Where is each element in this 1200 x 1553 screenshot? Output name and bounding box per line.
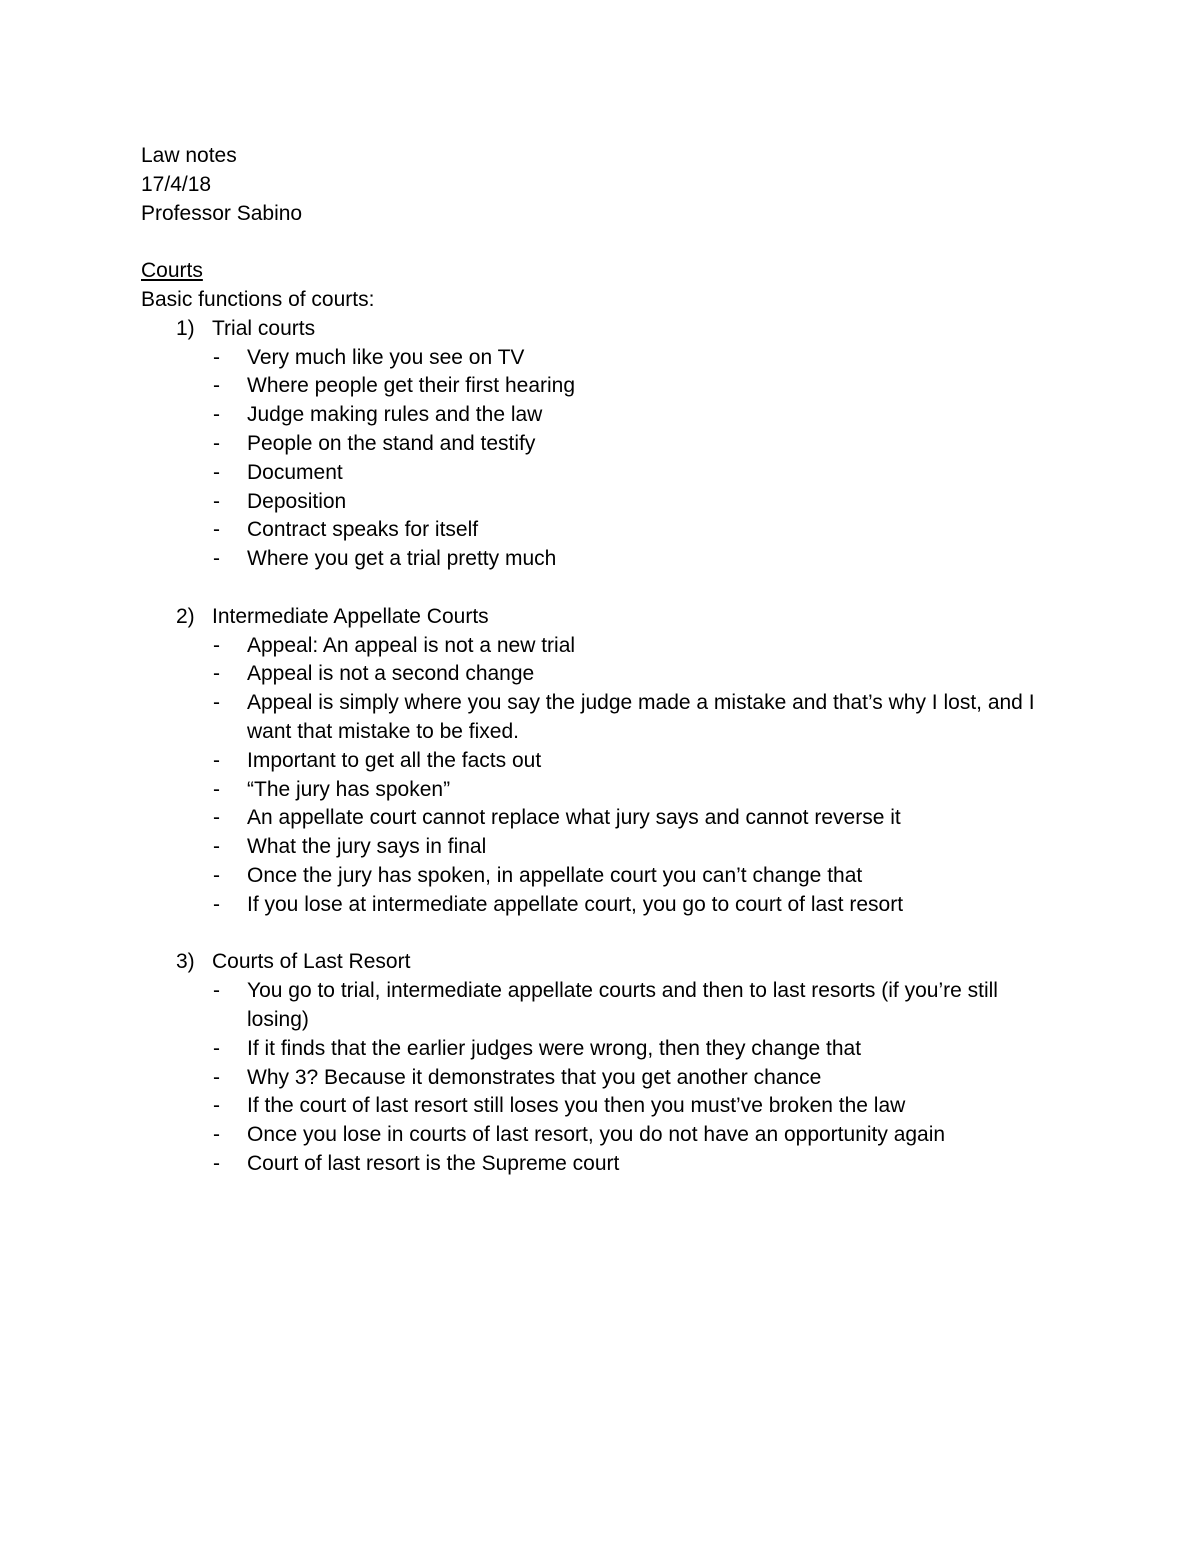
list-item [141,689,1061,747]
bullet-dash: - [213,1036,220,1060]
document-page [141,142,1061,1179]
doc-date: 17/4/18 [141,172,212,196]
bullet-text: Important to get all the facts out [247,748,542,772]
doc-title: Law notes [141,144,237,167]
bullet-text: You go to trial, intermediate appellate courts and then to last resorts (if you’re still losing) [247,979,998,1031]
list-item [141,660,1061,689]
numbered-section [141,603,1061,949]
bullet-text: Once you lose in courts of last resort, you do not have an opportunity again [247,1123,946,1147]
section-heading-courts: Courts [141,259,203,283]
list-item [141,1121,1061,1150]
list-item [141,372,1061,401]
bullet-dash: - [213,431,220,455]
list-item [141,804,1061,833]
bullet-text: Appeal is simply where you say the judge made a mistake and that’s why I lost, and I want that mistake to be fixed. [247,691,1035,743]
bullet-text: If the court of last resort still loses you then you must’ve broken the law [247,1094,906,1118]
bullet-dash: - [213,1123,220,1147]
list-item [141,401,1061,430]
list-item [141,1035,1061,1064]
bullet-text: Judge making rules and the law [247,403,543,427]
bullet-text: Appeal is not a second change [247,662,535,686]
list-item [141,488,1061,517]
bullet-list [141,344,1061,574]
bullet-dash: - [213,777,220,801]
list-item [141,1092,1061,1121]
bullet-text: Contract speaks for itself [247,518,479,542]
list-item [141,891,1061,920]
bullet-dash: - [213,662,220,686]
list-item [141,545,1061,574]
numbered-item-title: Courts of Last Resort [212,950,411,974]
bullet-dash: - [213,489,220,513]
list-item [141,344,1061,373]
list-number: 1) [176,316,195,340]
list-item [141,1150,1061,1179]
bullet-dash: - [213,633,220,657]
bullet-text: Where you get a trial pretty much [247,547,557,571]
bullet-dash: - [213,518,220,542]
bullet-text: What the jury says in final [247,835,487,859]
bullet-text: People on the stand and testify [247,431,536,455]
bullet-dash: - [213,1094,220,1118]
bullet-dash: - [213,979,220,1003]
numbered-item [141,603,1061,632]
list-item [141,977,1061,1035]
bullet-dash: - [213,835,220,859]
numbered-section [141,948,1061,1178]
sections-container [141,315,1061,1179]
blank-line [141,574,1061,603]
list-item [141,430,1061,459]
numbered-section [141,315,1061,603]
blank-line [141,920,1061,949]
bullet-text: If it finds that the earlier judges were wrong, then they change that [247,1036,862,1060]
bullet-list [141,632,1061,920]
bullet-dash: - [213,1065,220,1089]
blank-line [141,228,1061,257]
bullet-text: Appeal: An appeal is not a new trial [247,633,576,657]
bullet-text: Very much like you see on TV [247,345,525,369]
list-number: 2) [176,604,195,628]
bullet-text: “The jury has spoken” [247,777,451,801]
list-number: 3) [176,950,195,974]
list-item [141,862,1061,891]
bullet-dash: - [213,691,220,715]
bullet-text: Why 3? Because it demonstrates that you get another chance [247,1065,822,1089]
bullet-text: Deposition [247,489,347,513]
list-item [141,833,1061,862]
list-item [141,1064,1061,1093]
numbered-item [141,315,1061,344]
list-item [141,459,1061,488]
bullet-text: Where people get their first hearing [247,374,576,398]
bullet-dash: - [213,1151,220,1175]
list-item [141,516,1061,545]
bullet-text: If you lose at intermediate appellate court, you go to court of last resort [247,892,904,916]
bullet-text: Court of last resort is the Supreme court [247,1151,620,1175]
bullet-text: An appellate court cannot replace what jury says and cannot reverse it [247,806,901,830]
list-item [141,776,1061,805]
numbered-item [141,948,1061,977]
bullet-text: Document [247,460,343,484]
bullet-dash: - [213,345,220,369]
bullet-dash: - [213,892,220,916]
list-item [141,632,1061,661]
bullet-dash: - [213,863,220,887]
bullet-dash: - [213,403,220,427]
bullet-dash: - [213,460,220,484]
bullet-dash: - [213,748,220,772]
numbered-item-title: Trial courts [212,316,316,340]
numbered-item-title: Intermediate Appellate Courts [212,604,489,628]
bullet-dash: - [213,374,220,398]
bullet-list [141,977,1061,1179]
bullet-text: Once the jury has spoken, in appellate court you can’t change that [247,863,863,887]
bullet-dash: - [213,806,220,830]
list-item [141,747,1061,776]
doc-professor: Professor Sabino [141,201,303,225]
intro-text: Basic functions of courts: [141,287,375,311]
bullet-dash: - [213,547,220,571]
